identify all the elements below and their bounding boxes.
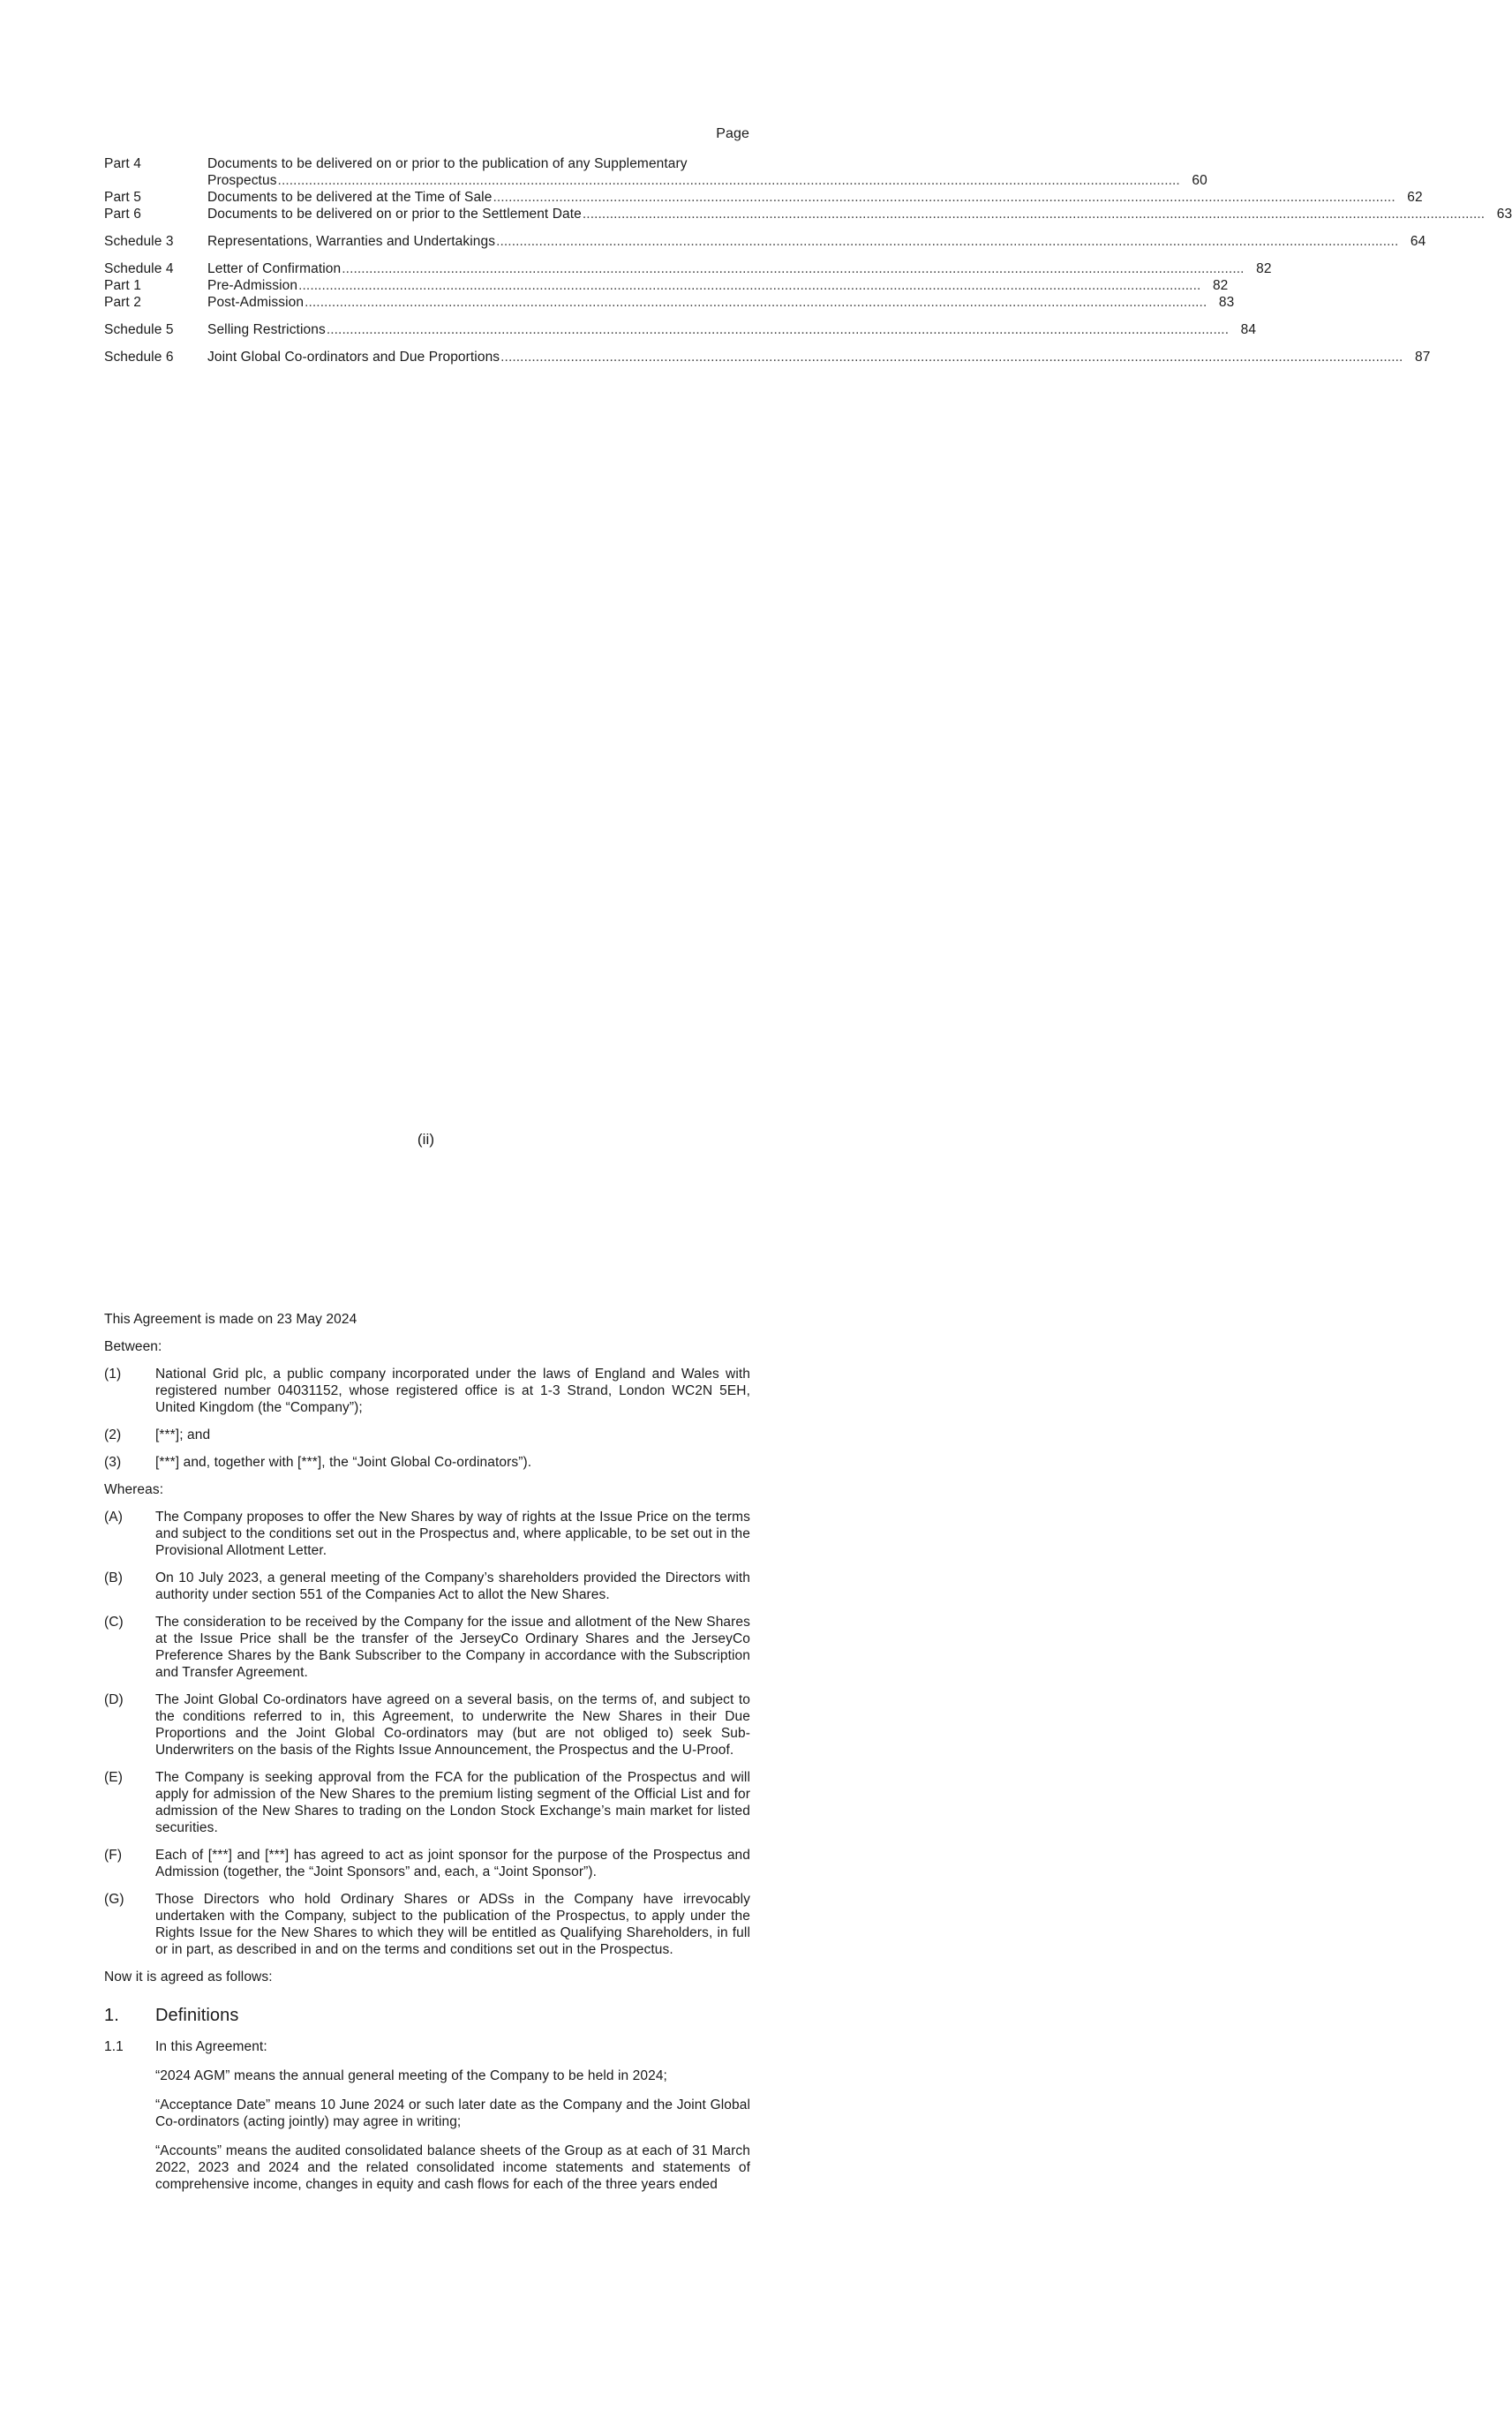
toc-entry[interactable] [104,189,1423,206]
toc-dot-leader [298,277,1200,294]
toc-dot-leader [327,321,1229,338]
toc-entry-title: Pre-Admission [207,278,298,293]
recital-item [104,1769,750,1836]
clause-text: In this Agreement: [155,2039,267,2054]
recital-text: The consideration to be received by the Company for the issue and allotment of the New Shares at the Issue Price shall be the transfer of the JerseyCo Ordinary Shares and the JerseyCo Preference Shares by the Bank Subscriber to the Company in accordance with the Subscription and Transfer Agreement. [155,1615,750,1680]
whereas-heading: Whereas: [104,1482,164,1497]
recital-item [104,1570,750,1603]
recital-item [104,1891,750,1958]
recital-text: The Company is seeking approval from the FCA for the publication of the Prospectus and will apply for admission of the New Shares to the premium listing segment of the Official List and for admission of the New Shares to trading on the London Stock Exchange’s main market for listed securities. [155,1770,750,1835]
toc-entry-page: 62 [1407,190,1423,205]
toc-entry-label: Part 6 [104,207,141,222]
toc-entry[interactable] [104,206,1512,222]
recital-text: Those Directors who hold Ordinary Shares or ADSs in the Company have irrevocably undertaken with the Company, subject to the publication of the Prospectus, to apply under the Rights Issue for the New Shares to which they will be entitled as Qualifying Shareholders, in full or in part, as described in and on the terms and conditions set out in the Prospectus. [155,1892,750,1957]
clause-number: 1.1 [104,2039,124,2054]
clause-item [104,2038,750,2055]
toc-entry-label: Part 1 [104,278,141,293]
toc-dot-leader [278,172,1180,189]
definition-item: “2024 AGM” means the annual general meeting of the Company to be held in 2024; [155,2068,667,2083]
between-heading: Between: [104,1339,162,1354]
recital-letter: (A) [104,1510,123,1525]
agreement-page [0,1298,852,2410]
toc-dot-leader [583,206,1485,222]
toc-dot-leader [496,233,1398,250]
recital-item [104,1847,750,1880]
recital-text: Each of [***] and [***] has agreed to act as joint sponsor for the purpose of the Prospectus and Admission (together, the “Joint Sponsors” and, each, a “Joint Sponsor”). [155,1848,750,1879]
toc-entry-page: 84 [1240,322,1257,337]
party-number: (1) [104,1367,122,1382]
toc-entry-page: 64 [1410,234,1426,249]
toc-entry[interactable] [104,321,1257,338]
toc-entry[interactable] [104,294,1235,311]
recital-letter: (D) [104,1692,124,1707]
party-number: (3) [104,1455,122,1470]
recital-letter: (E) [104,1770,123,1785]
toc-page-column-header: Page [716,126,749,141]
toc-dot-leader [493,189,1395,206]
recital-letter: (F) [104,1848,123,1863]
toc-dot-leader [305,294,1207,311]
toc-entry-label: Part 4 [104,156,141,171]
toc-entry-title: Documents to be delivered on or prior to the Settlement Date [207,207,582,222]
page-number: (ii) [417,1131,435,1148]
recital-text: The Joint Global Co-ordinators have agreed on a several basis, on the terms of, and subject to the conditions referred to in, this Agreement, to underwrite the New Shares in their Due Proportions and the Joint Global Co-ordinators may (but are not obliged to) seek Sub-Underwriters on the basis of the Rights Issue Announcement, the Prospectus and the U-Proof. [155,1692,750,1758]
toc-entry-title: Joint Global Co-ordinators and Due Proportions [207,350,500,365]
toc-entry[interactable] [104,155,1207,189]
toc-entry[interactable] [104,277,1229,294]
toc-dot-leader [500,349,1403,365]
section-number: 1. [104,2006,119,2025]
toc-entry-label: Schedule 4 [104,261,174,276]
toc-entry-title: Selling Restrictions [207,322,326,337]
recital-item [104,1509,750,1559]
party-item [104,1366,750,1416]
toc-entry-page: 63 [1496,207,1512,222]
toc-entry-label: Schedule 5 [104,322,174,337]
toc-entry-page: 82 [1256,261,1272,276]
table-of-contents [104,155,1512,365]
toc-entry-page: 82 [1212,278,1229,293]
toc-entry-title: Prospectus [207,173,277,188]
recital-letter: (B) [104,1570,123,1585]
party-item [104,1427,750,1443]
toc-entry-title-line: Documents to be delivered on or prior to the publication of any Supplementary [207,156,688,171]
party-item [104,1454,750,1471]
agreement-body [104,1298,750,2193]
section-title: Definitions [155,2006,239,2025]
recital-item [104,1691,750,1759]
toc-entry-title: Representations, Warranties and Undertakings [207,234,496,249]
definition-item: “Accounts” means the audited consolidated balance sheets of the Group as at each of 31 March 2022, 2023 and 2024 and the related consolidated income statements and statements of comprehensive income, changes in equity and cash flows for each of the three years ended [155,2143,750,2192]
toc-entry[interactable] [104,233,1426,250]
toc-entry-page: 60 [1192,173,1207,188]
toc-entry[interactable] [104,349,1431,365]
agreement-intro: This Agreement is made on 23 May 2024 [104,1312,357,1327]
section-heading [104,2005,750,2026]
recital-letter: (G) [104,1892,124,1907]
party-text: [***]; and [155,1427,211,1442]
toc-entry[interactable] [104,260,1272,277]
party-text: [***] and, together with [***], the “Joint Global Co-ordinators”). [155,1455,532,1470]
toc-dot-leader [342,260,1244,277]
toc-entry-label: Part 5 [104,190,141,205]
toc-entry-label: Schedule 6 [104,350,174,365]
recital-text: The Company proposes to offer the New Shares by way of rights at the Issue Price on the terms and subject to the conditions set out in the Prospectus and, where applicable, to be set out in the Provisional Allotment Letter. [155,1510,750,1558]
party-number: (2) [104,1427,122,1442]
definition-item: “Acceptance Date” means 10 June 2024 or such later date as the Company and the Joint Global Co-ordinators (acting jointly) may agree in writing; [155,2097,750,2129]
recital-item [104,1614,750,1681]
toc-entry-title: Post-Admission [207,295,305,310]
toc-entry-title: Documents to be delivered at the Time of Sale [207,190,493,205]
toc-entry-page: 83 [1218,295,1235,310]
toc-entry-title: Letter of Confirmation [207,261,342,276]
recital-text: On 10 July 2023, a general meeting of the Company’s shareholders provided the Directors with authority under section 551 of the Companies Act to allot the New Shares. [155,1570,750,1602]
toc-entry-label: Schedule 3 [104,234,174,249]
operative-intro: Now it is agreed as follows: [104,1969,273,1984]
recital-letter: (C) [104,1615,124,1630]
toc-entry-page: 87 [1414,350,1431,365]
toc-entry-label: Part 2 [104,295,141,310]
party-text: National Grid plc, a public company incorporated under the laws of England and Wales with registered number 04031152, whose registered office is at 1-3 Strand, London WC2N 5EH, United Kingdom (the “Company”); [155,1367,750,1415]
